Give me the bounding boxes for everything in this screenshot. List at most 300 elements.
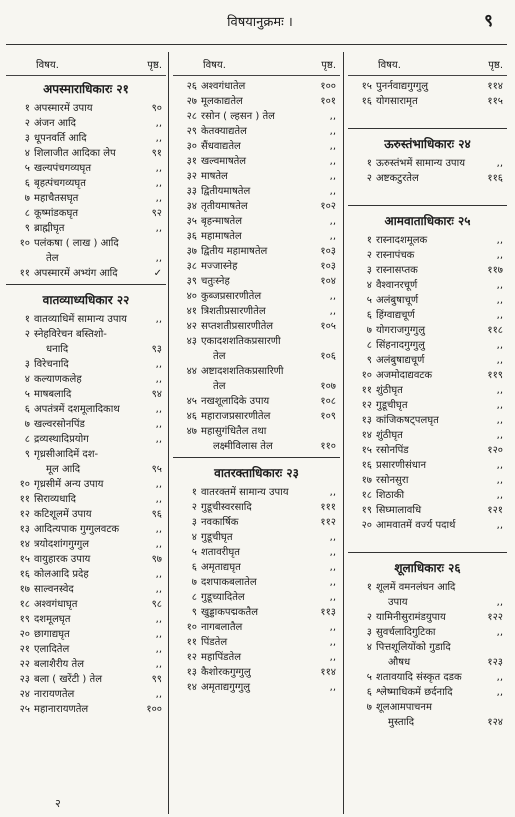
entry-title: कोलआदि प्रदेह: [34, 569, 89, 580]
entry-title: रास्नासप्तक: [376, 265, 418, 276]
entry-title: कटिशूलमें उपाय: [34, 509, 92, 520]
entry-number: २१: [19, 644, 30, 655]
entry-number: ३७: [186, 246, 197, 257]
toc-entry: [6, 311, 166, 326]
entry-title: मुस्तादि: [388, 717, 415, 728]
entry-page: ,,: [496, 490, 503, 501]
entry-title: वैश्वानरचूर्ण: [376, 280, 418, 291]
entry-page: ,,: [496, 158, 503, 169]
entry-title: कूष्मांडकघृत: [34, 208, 79, 219]
entry-number: ४: [366, 280, 372, 291]
entry-title: माषबलादि: [34, 389, 72, 400]
entry-title: वातरक्तमें सामान्य उपाय: [201, 487, 289, 498]
entry-page: ,,: [155, 404, 162, 415]
entry-page: ,,: [496, 672, 503, 683]
entry-title: रास्नादशमूलक: [376, 235, 428, 246]
entry-title: अष्टकटुरतेल: [376, 173, 419, 184]
section-divider: [348, 552, 507, 553]
toc-entry: [348, 277, 507, 292]
toc-entry: [348, 232, 507, 247]
entry-number: १६: [361, 96, 372, 107]
toc-entry: [6, 506, 166, 521]
entry-page: ,,: [496, 520, 503, 531]
toc-entry: [173, 228, 340, 243]
entry-page: १२२: [487, 612, 503, 623]
toc-entry: [6, 341, 166, 356]
entry-title: यामिनीसुरामंडयुपाय: [376, 612, 446, 623]
entry-page: ११४: [487, 81, 503, 92]
entry-number: २३: [19, 674, 30, 685]
entry-page: ,,: [496, 687, 503, 698]
entry-page: ,,: [155, 133, 162, 144]
entry-page: ,,: [155, 193, 162, 204]
entry-title: आदित्यपाक गुग्गुलवटक: [34, 524, 120, 535]
toc-entry: [6, 145, 166, 160]
entry-number: ९: [24, 223, 30, 234]
entry-title: महामाषतेल: [201, 231, 242, 242]
toc-entry: [6, 551, 166, 566]
entry-title: खुड्डाकपद्मकतैल: [201, 607, 259, 618]
entry-number: ५: [191, 547, 197, 558]
toc-entry: [173, 288, 340, 303]
entry-page: ,,: [496, 400, 503, 411]
toc-entry: [173, 589, 340, 604]
entry-number: १: [24, 314, 30, 325]
toc-entry: [348, 594, 507, 609]
toc-entry: [6, 130, 166, 145]
entry-title: महासुगंधितैल तथा: [201, 426, 267, 437]
entry-title: सिघ्मालावधि: [376, 505, 422, 516]
entry-number: ३: [191, 517, 197, 528]
entry-number: १७: [361, 475, 372, 486]
toc-entry: [348, 93, 507, 108]
toc-entry: [348, 487, 507, 502]
entry-number: ११: [19, 268, 30, 279]
toc-entry: [6, 115, 166, 130]
entry-page: ✓: [153, 268, 162, 279]
entry-title: गृध्रसीमें अन्य उपाय: [34, 479, 104, 490]
entry-number: ८: [24, 434, 30, 445]
entry-number: ७: [24, 419, 30, 430]
entry-number: १८: [19, 599, 30, 610]
footer-note: २: [55, 797, 61, 810]
toc-entry: [6, 521, 166, 536]
entry-number: २५: [19, 704, 30, 715]
entry-number: १०: [19, 238, 30, 249]
entry-page: ,,: [155, 524, 162, 535]
entry-page: १०६: [320, 351, 336, 362]
entry-title: औषध: [388, 657, 411, 668]
toc-entry: [348, 639, 507, 654]
entry-page: ,,: [496, 250, 503, 261]
entry-number: १६: [19, 569, 30, 580]
entry-title: मूल आदि: [46, 464, 81, 475]
toc-entry: [6, 491, 166, 506]
entry-number: ८: [24, 208, 30, 219]
toc-entry: [6, 626, 166, 641]
entry-title: योगराजगुग्गुलु: [376, 325, 425, 336]
column-divider: [168, 52, 169, 814]
entry-title: खल्वरसोनपिंड: [34, 419, 85, 430]
entry-title: महाराजप्रसारणीतेल: [201, 411, 271, 422]
entry-page: ९३: [151, 344, 162, 355]
entry-page: १२४: [487, 717, 503, 728]
entry-title: त्रिशतीप्रसारणीतेल: [201, 306, 266, 317]
entry-page: ,,: [155, 178, 162, 189]
entry-number: १०: [19, 479, 30, 490]
entry-title: योगसारामृत: [376, 96, 418, 107]
toc-entry: [6, 461, 166, 476]
entry-number: ३५: [186, 216, 197, 227]
entry-number: ७: [24, 193, 30, 204]
entry-title: कुब्जप्रसारणीतेल: [201, 291, 262, 302]
entry-title: गुडूच्यादितेल: [201, 592, 245, 603]
entry-title: धूपनवर्ति आदि: [34, 133, 87, 144]
entry-number: ३: [366, 627, 372, 638]
entry-title: बृहत्पंचगव्यघृत: [34, 178, 86, 189]
entry-title: गुडूचीघृत: [201, 532, 233, 543]
entry-page: १०२: [320, 201, 336, 212]
entry-title: कल्याणकलेह: [34, 374, 82, 385]
toc-entry: [348, 78, 507, 93]
entry-page: ,,: [496, 627, 503, 638]
entry-title: विरेचनादि: [34, 359, 69, 370]
entry-title: नारायणतेल: [34, 689, 75, 700]
toc-entry: [6, 641, 166, 656]
entry-page: १०३: [320, 261, 336, 272]
toc-entry: [6, 401, 166, 416]
entry-page: ११२: [320, 517, 336, 528]
toc-entry: [173, 559, 340, 574]
toc-entry: [173, 438, 340, 453]
entry-page: ,,: [155, 434, 162, 445]
entry-number: ५: [366, 672, 372, 683]
entry-page: १२३: [487, 657, 503, 668]
toc-entry: [173, 664, 340, 679]
entry-title: अंजन आदि: [34, 118, 76, 129]
entry-number: ४: [24, 148, 30, 159]
column-3: [348, 52, 507, 812]
entry-page: १०९: [320, 411, 336, 422]
entry-number: १३: [186, 667, 197, 678]
entry-title: सुवर्चलादिगुटिका: [376, 627, 436, 638]
entry-page: ,,: [329, 532, 336, 543]
entry-title: महापिंडतेल: [201, 652, 241, 663]
toc-entry: [173, 333, 340, 348]
entry-page: ९१: [151, 148, 162, 159]
entry-number: ३२: [186, 171, 197, 182]
column-header: [348, 52, 507, 76]
entry-number: ११: [19, 494, 30, 505]
entry-title: ब्राह्मीघृत: [34, 223, 65, 234]
page-header: [0, 0, 515, 46]
entry-number: २: [24, 329, 30, 340]
entry-page: ,,: [155, 569, 162, 580]
toc-entry: [173, 273, 340, 288]
entry-page: १०८: [320, 396, 336, 407]
entry-page: ९२: [151, 208, 162, 219]
entry-number: १: [366, 158, 372, 169]
entry-title: श्लेष्माधिकमें छर्दनादि: [376, 687, 453, 698]
entry-number: ६: [24, 178, 30, 189]
section-heading: वातरक्ताधिकारः २३: [214, 466, 299, 480]
entry-number: १: [24, 103, 30, 114]
toc-entry: [173, 78, 340, 93]
entry-title: दशपाकबलातेल: [201, 577, 257, 588]
entry-page: ,,: [155, 419, 162, 430]
entry-number: ११: [186, 637, 197, 648]
entry-title: सप्तशतीप्रसारणीतेल: [201, 321, 274, 332]
entry-number: १७: [19, 584, 30, 595]
column-header: [173, 52, 340, 76]
entry-number: १५: [19, 554, 30, 565]
entry-title: अपस्मारमें उपाय: [34, 103, 93, 114]
entry-title: प्रसारणीसंधान: [376, 460, 426, 471]
toc-entry: [6, 371, 166, 386]
entry-page: ११५: [487, 96, 503, 107]
entry-number: ४७: [186, 426, 197, 437]
toc-entry: [6, 220, 166, 235]
entry-title: नागबलातैल: [201, 622, 243, 633]
entry-page: ,,: [496, 235, 503, 246]
toc-entry: [173, 138, 340, 153]
entry-title: गृध्रसीआदिमें दश-: [34, 449, 99, 460]
entry-title: अमृताद्यगुग्गुलु: [201, 682, 251, 693]
toc-entry: [173, 604, 340, 619]
toc-entry: [6, 205, 166, 220]
toc-entry: [348, 367, 507, 382]
column-header-subject: विषय.: [36, 59, 59, 71]
column-header-subject: विषय.: [378, 59, 401, 71]
entry-title: कांजिकषट्पलघृत: [376, 415, 439, 426]
entry-title: एकादशशतिकप्रसारणी: [201, 336, 281, 347]
entry-title: रसोनसुरा: [376, 475, 409, 486]
entry-page: ,,: [329, 577, 336, 588]
entry-number: २: [191, 502, 197, 513]
entry-title: छागाद्यघृत: [34, 629, 70, 640]
entry-page: ,,: [155, 614, 162, 625]
header-rule: [6, 44, 507, 45]
toc-entry: [348, 609, 507, 624]
entry-page: ,,: [329, 216, 336, 227]
column-header: [6, 52, 166, 76]
entry-number: २४: [19, 689, 30, 700]
entry-page: ,,: [496, 415, 503, 426]
entry-number: ३४: [186, 201, 197, 212]
entry-number: ६: [366, 687, 372, 698]
entry-page: १०७: [320, 381, 336, 392]
entry-title: मूलकाद्यतेल: [201, 96, 243, 107]
entry-page: ,,: [496, 430, 503, 441]
entry-title: नवकार्षिक: [201, 517, 239, 528]
toc-entry: [173, 123, 340, 138]
section-heading: ऊरुस्तंभाधिकारः २४: [384, 137, 471, 151]
entry-page: ,,: [155, 359, 162, 370]
toc-entry: [348, 427, 507, 442]
toc-entry: [173, 619, 340, 634]
entry-page: ९६: [151, 509, 162, 520]
entry-page: ,,: [329, 637, 336, 648]
entry-title: गुडूचीस्वरसादि: [201, 502, 252, 513]
toc-entry: [173, 423, 340, 438]
entry-number: १६: [361, 460, 372, 471]
entry-title: रसोन ( ल्हसन ) तेल: [201, 111, 275, 122]
entry-title: द्रव्यस्थादिप्रयोग: [34, 434, 89, 445]
entry-title: वातव्याधिमें सामान्य उपाय: [34, 314, 127, 325]
entry-page: ९५: [151, 464, 162, 475]
toc-entry: [6, 431, 166, 446]
entry-title: वायुहारक उपाय: [34, 554, 91, 565]
entry-title: सिंहनादगुग्गुलु: [376, 340, 425, 351]
entry-page: ९०: [151, 103, 162, 114]
entry-number: ५: [366, 295, 372, 306]
entry-number: ३: [366, 265, 372, 276]
entry-page: ,,: [155, 584, 162, 595]
column-header-page: पृष्ठ.: [488, 59, 503, 71]
entry-number: ४०: [186, 291, 197, 302]
entry-number: १: [191, 487, 197, 498]
entry-title: द्वितीय महामाषतेल: [201, 246, 268, 257]
toc-entry: [6, 250, 166, 265]
entry-title: तेल: [213, 381, 226, 392]
section-divider: [6, 284, 166, 285]
page-number: ९: [484, 11, 493, 31]
entry-number: ६: [366, 310, 372, 321]
entry-number: १: [366, 235, 372, 246]
toc-entry: [6, 175, 166, 190]
entry-page: ,,: [329, 652, 336, 663]
toc-entry: [348, 322, 507, 337]
toc-entry: [348, 247, 507, 262]
entry-page: ,,: [329, 291, 336, 302]
toc-entry: [6, 326, 166, 341]
entry-number: ७: [366, 325, 372, 336]
entry-page: ११०: [320, 441, 336, 452]
entry-page: १००: [146, 704, 162, 715]
toc-entry: [348, 714, 507, 729]
toc-entry: [173, 258, 340, 273]
entry-page: १११: [320, 502, 336, 513]
entry-page: ,,: [329, 141, 336, 152]
toc-entry: [6, 611, 166, 626]
entry-title: खल्यपंचगव्यघृत: [34, 163, 92, 174]
entry-number: १५: [361, 81, 372, 92]
entry-page: ,,: [496, 295, 503, 306]
entry-title: शतावयादि संस्कृत दडक: [376, 672, 462, 683]
entry-page: ,,: [329, 682, 336, 693]
toc-entry: [348, 699, 507, 714]
toc-entry: [173, 499, 340, 514]
entry-page: १२०: [487, 445, 503, 456]
toc-entry: [6, 446, 166, 461]
toc-entry: [173, 243, 340, 258]
entry-number: ८: [366, 340, 372, 351]
toc-entry: [6, 265, 166, 280]
toc-entry: [173, 378, 340, 393]
entry-number: ११: [361, 385, 372, 396]
toc-entry: [348, 397, 507, 412]
entry-page: ,,: [155, 118, 162, 129]
entry-number: ३९: [186, 276, 197, 287]
toc-entry: [173, 198, 340, 213]
entry-title: सैंधवाद्यतेल: [201, 141, 241, 152]
entry-number: ३६: [186, 231, 197, 242]
entry-title: अजमोदाद्यवटक: [376, 370, 433, 381]
entry-number: ७: [366, 702, 372, 713]
entry-title: गुडूचीघृत: [376, 400, 408, 411]
toc-entry: [173, 303, 340, 318]
section-divider: [173, 457, 340, 458]
toc-entry: [173, 544, 340, 559]
entry-page: ११९: [487, 370, 503, 381]
entry-title: शिलाजीत आदिका लेप: [34, 148, 116, 159]
entry-number: १४: [361, 430, 372, 441]
toc-entry: [348, 382, 507, 397]
entry-number: १३: [19, 524, 30, 535]
entry-page: १२१: [487, 505, 503, 516]
toc-entry: [6, 160, 166, 175]
entry-title: द्वितीयमाषतेल: [201, 186, 251, 197]
entry-title: अपस्मारमें अभ्यंग आदि: [34, 268, 118, 279]
entry-number: ३: [24, 359, 30, 370]
entry-number: १८: [361, 490, 372, 501]
toc-entry: [6, 536, 166, 551]
entry-title: शतावरीघृत: [201, 547, 240, 558]
entry-number: ३०: [186, 141, 197, 152]
toc-entry: [173, 634, 340, 649]
column-header-subject: विषय.: [203, 59, 226, 71]
entry-page: ,,: [155, 659, 162, 670]
entry-number: ५: [24, 389, 30, 400]
toc-entry: [348, 624, 507, 639]
entry-title: मज्जास्नेह: [201, 261, 238, 272]
toc-entry: [6, 671, 166, 686]
entry-page: ९७: [151, 554, 162, 565]
entry-number: २८: [186, 111, 197, 122]
entry-number: ४५: [186, 396, 197, 407]
entry-title: पिंडतेल: [201, 637, 228, 648]
entry-number: ७: [191, 577, 197, 588]
entry-number: १४: [186, 682, 197, 693]
toc-entry: [348, 262, 507, 277]
entry-page: १०३: [320, 246, 336, 257]
entry-number: २२: [19, 659, 30, 670]
entry-page: ,,: [155, 539, 162, 550]
section-heading: अपस्माराधिकारः २१: [43, 82, 129, 96]
toc-entry: [173, 168, 340, 183]
entry-number: ९: [24, 449, 30, 460]
toc-entry: [173, 574, 340, 589]
entry-title: अलंबुषाचूर्ण: [376, 295, 419, 306]
toc-entry: [6, 701, 166, 716]
entry-title: अपतंत्रमें दशमूलादिकाथ: [34, 404, 120, 415]
entry-number: ४: [366, 642, 372, 653]
entry-page: ,,: [496, 280, 503, 291]
entry-number: ४: [191, 532, 197, 543]
entry-number: ९: [191, 607, 197, 618]
entry-number: १९: [19, 614, 30, 625]
toc-entry: [348, 502, 507, 517]
column-header-page: पृष्ठ.: [147, 59, 162, 71]
entry-page: ,,: [496, 460, 503, 471]
spacer: [348, 185, 507, 201]
entry-number: २०: [361, 520, 372, 531]
entry-title: शुंठीघृत: [376, 385, 403, 396]
entry-page: ११७: [487, 265, 503, 276]
entry-number: १५: [361, 445, 372, 456]
toc-entry: [348, 337, 507, 352]
toc-entry: [348, 472, 507, 487]
